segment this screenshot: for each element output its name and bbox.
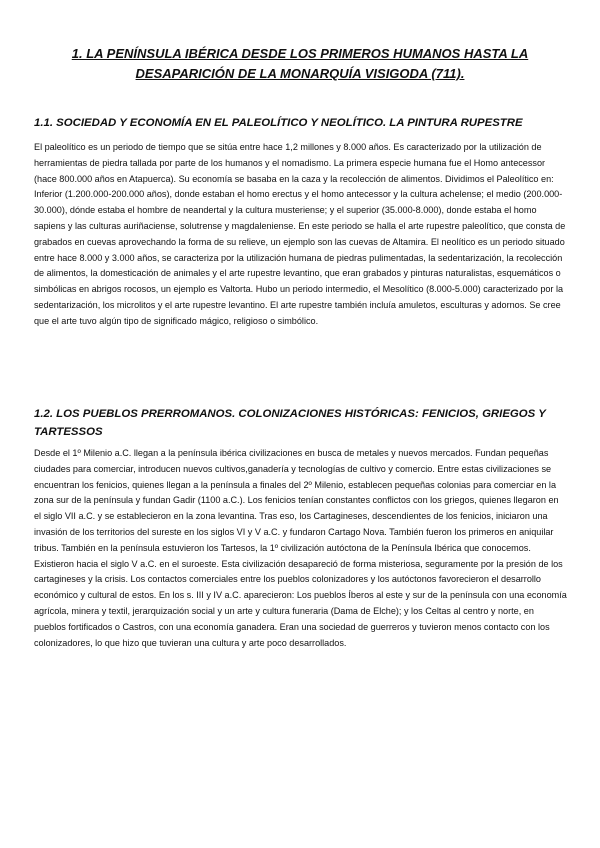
section-body-paleolitico: El paleolítico es un periodo de tiempo que se sitúa entre hace 1,2 millones y 8.000 años. Es caracterizado por la utilización de herramientas de piedra tallada por parte de los humanos y el nomadismo. La primera especie humana fue el Homo antecessor (hace 800.000 años en Atapuerca). Su economía se basaba en la caza y la recolección de alimentos. Dividimos el Paleolítico en: Inferior (1.200.000-200.000 años), donde estaban el homo erectus y el homo antecessor y la cultura achelense; el medio (200.000-30.000), dónde estaba el hombre de neandertal y la cultura musteriense; y el superior (35.000-8.000), donde estaba el homo sapiens y las culturas auriñaciense, solutrense y magdaleniense. En este periodo se halla el arte rupestre paleolítico, que consta de grabados en cuevas aprovechando la forma de su relieve, un ejemplo son las cuevas de Altamira. El neolítico es un periodo situado entre hace 8.000 y 3.000 años, se caracteriza por la utilización humana de piedras pulimentadas, la sedentarización, la recolección de alimentos, la domesticación de animales y el arte rupestre levantino, que eran grabados y pinturas naturalistas, esquemáticos o simbólicas en abrigos rocosos, un ejemplo es Valtorta. Hubo un periodo intermedio, el Mesolítico (8.000-5.000) caracterizado por la sedentarización, los microlitos y el arte rupestre levantino. El arte rupestre también incluía amuletos, esculturas y adornos. Se cree que el arte tuvo algún tipo de significado mágico, religioso o simbólico.: [34, 142, 566, 326]
section-title-pueblos-prerromanos: 1.2. LOS PUEBLOS PRERROMANOS. COLONIZACIONES HISTÓRICAS: FENICIOS, GRIEGOS Y TARTESSOS: [34, 408, 546, 438]
section-title-paleolitico: 1.1. SOCIEDAD Y ECONOMÍA EN EL PALEOLÍTICO Y NEOLÍTICO. LA PINTURA RUPESTRE: [34, 117, 523, 129]
main-title: 1. LA PENÍNSULA IBÉRICA DESDE LOS PRIMEROS HUMANOS HASTA LA DESAPARICIÓN DE LA MONARQUÍA VISIGODA (711).: [71, 46, 529, 81]
section-body-pueblos-prerromanos: Desde el 1º Milenio a.C. llegan a la península ibérica civilizaciones en busca de metales y nuevos mercados. Fundan pequeñas ciudades para comerciar, introducen nuevos cultivos,ganadería y tecnologías de cultivo y comercio. Entre estas civilizaciones se encuentran los fenicios, quienes llegan a la península a finales del 2º Milenio, establecen pequeñas colonias para comerciar en la zona sur de la península y fundan Gadir (1100 a.C.). Los fenicios tenían constantes conflictos con los griegos, quienes llegaron en el siglo VII a.C. y se establecieron en la zona levantina. Tras eso, los Cartagineses, descendientes de los fenicios, iniciaron una invasión de los territorios del sureste en los siglos VI y V a.C. y fundaron Cartago Nova. También fueron los primeros en aniquilar tribus. También en la península estuvieron los Tartesos, la 1º civilización autóctona de la Península Ibérica que conocemos. Existieron hacia el siglo V a.C. en el suroeste. Esta civilización desapareció de forma misteriosa, seguramente por la presión de los cartagineses y la crisis. Los contactos comerciales entre los pueblos colonizadores y los autóctonos favorecieron el desarrollo económico y cultural de estos. En los s. III y IV a.C. aparecieron: Los pueblos Íberos al este y sur de la península con una economía agrícola, minera y textil, jerarquización social y un arte y cultura funeraria (Dama de Elche); y los Celtas al centro y norte, en pueblos fortificados o Castros, con una economía ganadera. Eran una sociedad de guerreros y tuvieron menos contacto con los colonizadores, lo que hizo que tuvieran una cultura y arte poco desarrollados.: [34, 448, 567, 648]
